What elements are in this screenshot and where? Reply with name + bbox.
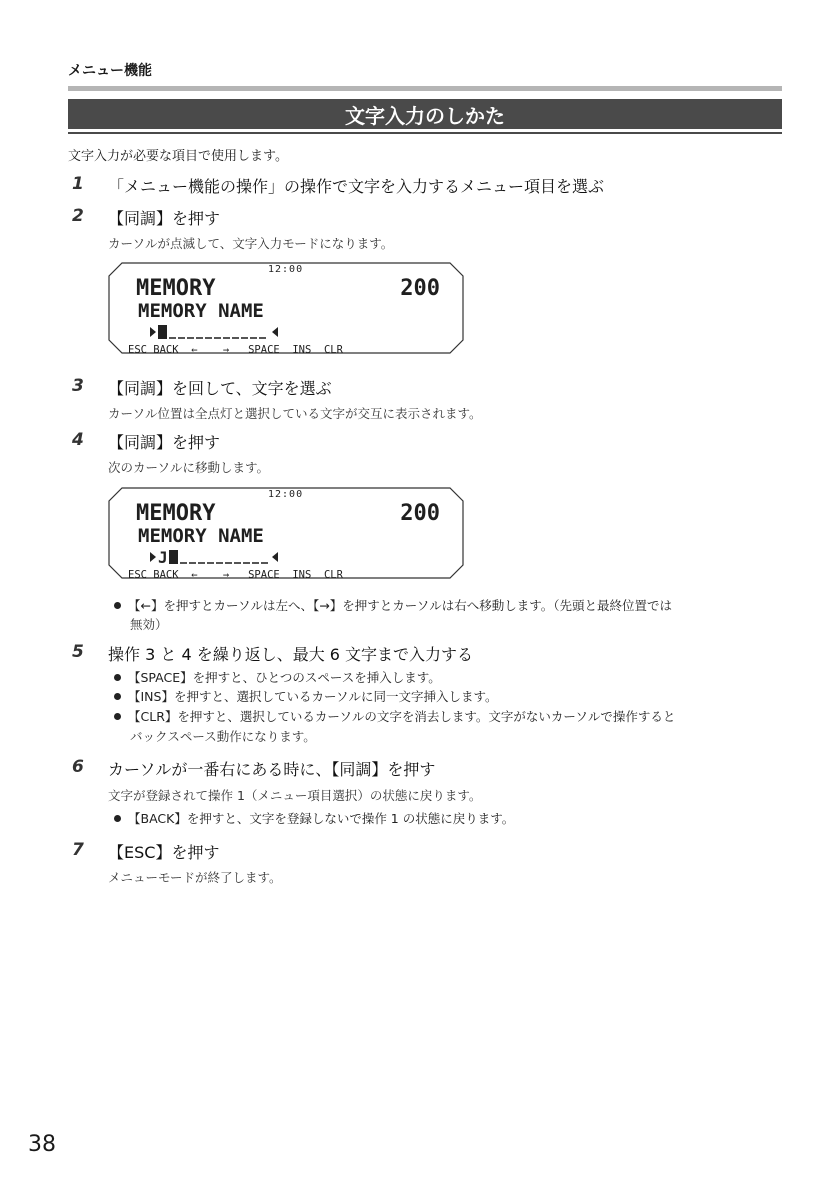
lcd-input-row xyxy=(150,547,290,567)
lcd-display xyxy=(108,487,464,581)
step-heading: 【同調】を押す xyxy=(108,209,221,228)
step-description: カーソル位置は全点灯と選択している文字が交互に表示されます。 xyxy=(108,406,482,421)
step-number: 1 xyxy=(72,174,84,194)
title-underline xyxy=(68,132,782,134)
note-bullet: 【INS】を押すと、選択しているカーソルに同一文字挿入します。 xyxy=(114,688,497,706)
step-number: 7 xyxy=(72,840,84,860)
note-continuation: バックスペース動作になります。 xyxy=(130,729,316,744)
note-continuation: 無効） xyxy=(130,617,168,632)
step-heading: 【同調】を押す xyxy=(108,433,221,452)
lcd-menu-title: MEMORY xyxy=(136,501,216,526)
step-description: カーソルが点滅して、文字入力モードになります。 xyxy=(108,236,394,251)
lcd-menu-title: MEMORY xyxy=(136,276,216,301)
step-heading: カーソルが一番右にある時に、【同調】を押す xyxy=(108,760,436,779)
lcd-item-name: MEMORY NAME xyxy=(138,525,264,547)
note-bullet: 【←】を押すとカーソルは左へ、【→】を押すとカーソルは右へ移動します。（先頭と最終位置では xyxy=(114,597,672,615)
lcd-channel: 200 xyxy=(400,276,440,301)
section-label: メニュー機能 xyxy=(68,63,152,79)
lcd-clock: 12:00 xyxy=(268,264,304,275)
note-bullet: 【BACK】を押すと、文字を登録しないで操作 1 の状態に戻ります。 xyxy=(114,810,514,828)
step-number: 3 xyxy=(72,376,84,396)
note-bullet: 【SPACE】を押すと、ひとつのスペースを挿入します。 xyxy=(114,669,441,687)
lcd-input-row xyxy=(150,322,290,342)
lcd-item-name: MEMORY NAME xyxy=(138,300,264,322)
page-title: 文字入力のしかた xyxy=(345,103,505,128)
lcd-display xyxy=(108,262,464,356)
page-title-bar xyxy=(68,99,782,129)
step-description: メニューモードが終了します。 xyxy=(108,870,282,885)
step-heading: 【ESC】を押す xyxy=(108,843,220,862)
header-rule xyxy=(68,86,782,91)
lcd-softkey-labels: ESC BACK ← → SPACE INS CLR xyxy=(128,344,343,356)
step-number: 5 xyxy=(72,642,84,662)
step-description: 次のカーソルに移動します。 xyxy=(108,460,270,475)
note-bullet: 【CLR】を押すと、選択しているカーソルの文字を消去します。文字がないカーソルで操作すると xyxy=(114,708,675,726)
intro-text: 文字入力が必要な項目で使用します。 xyxy=(68,149,288,164)
lcd-clock: 12:00 xyxy=(268,489,304,500)
step-number: 6 xyxy=(72,757,84,777)
step-heading: 【同調】を回して、文字を選ぶ xyxy=(108,379,332,398)
step-number: 4 xyxy=(72,430,84,450)
step-heading: 操作 3 と 4 を繰り返し、最大 6 文字まで入力する xyxy=(108,645,474,664)
step-number: 2 xyxy=(72,206,84,226)
step-description: 文字が登録されて操作 1（メニュー項目選択）の状態に戻ります。 xyxy=(108,788,482,803)
cursor-field-graphic xyxy=(150,322,290,342)
lcd-channel: 200 xyxy=(400,501,440,526)
cursor-field-graphic xyxy=(150,547,290,567)
entered-character: J xyxy=(158,548,168,567)
step-heading: 「メニュー機能の操作」の操作で文字を入力するメニュー項目を選ぶ xyxy=(108,177,605,196)
lcd-softkey-labels: ESC BACK ← → SPACE INS CLR xyxy=(128,569,343,581)
page-number: 38 xyxy=(28,1132,56,1157)
